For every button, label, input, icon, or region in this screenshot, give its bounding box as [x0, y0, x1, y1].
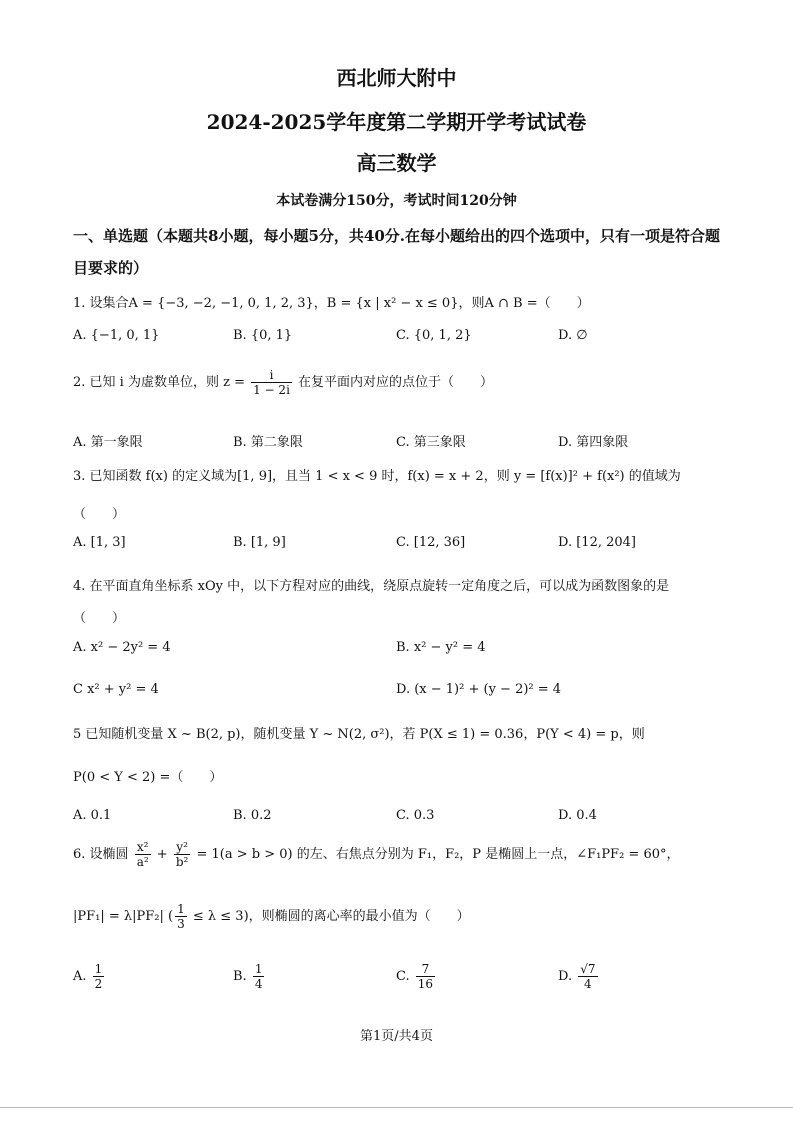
q6-cont-pre: |PF₁| = λ|PF₂| — [73, 909, 164, 924]
question-3-stem-cont: （ ） — [73, 507, 126, 522]
school-name: 西北师大附中 — [336, 66, 457, 90]
q6-cont-frac-num: 1 — [177, 902, 185, 916]
q4-option-c: C x² + y² = 4 — [73, 682, 159, 697]
q2-option-c: C. 第三象限 — [396, 435, 466, 450]
q2-fraction — [251, 368, 292, 397]
page-footer: 第1页/共4页 — [360, 1029, 433, 1044]
q1-option-b: B. {0, 1} — [233, 328, 293, 343]
exam-title: 2024-2025学年度第二学期开学考试试卷 — [206, 110, 587, 134]
q6-op: + — [156, 847, 168, 862]
question-4-stem-cont: （ ） — [73, 611, 126, 626]
q5-option-d: D. 0.4 — [558, 808, 597, 823]
question-2-stem — [73, 368, 493, 397]
q2-option-d: D. 第四象限 — [558, 435, 629, 450]
question-5-stem: 5 已知随机变量 X ~ B(2, p)，随机变量 Y ~ N(2, σ²)，若 P(X ≤ 1) = 0.36，P(Y < 4) = p，则 — [73, 727, 645, 742]
q6-cont-frac-den: 3 — [177, 917, 185, 931]
q6-fraction-x — [135, 840, 151, 869]
q4-option-a: A. x² − 2y² = 4 — [73, 640, 171, 655]
q6-frac1-num: x² — [135, 840, 151, 855]
question-6-stem — [73, 840, 680, 869]
q6-option-d: D. $\frac{√7}{4}$ — [558, 962, 596, 991]
q6-cont-fraction — [175, 902, 187, 931]
q4-option-b: B. x² − y² = 4 — [396, 640, 486, 655]
q2-stem-post: 在复平面内对应的点位于（ ） — [298, 375, 494, 390]
q2-option-b: B. 第二象限 — [233, 435, 303, 450]
q6-fraction-y — [174, 840, 191, 869]
q3-option-b: B. [1, 9] — [233, 535, 286, 550]
q2-option-a: A. 第一象限 — [73, 435, 143, 450]
q5-option-c: C. 0.3 — [396, 808, 435, 823]
q1-option-c: C. {0, 1, 2} — [396, 328, 472, 343]
question-4-stem: 4. 在平面直角坐标系 xOy 中，以下方程对应的曲线，绕原点旋转一定角度之后，可以成为函数图象的是 — [73, 579, 670, 594]
q6-stem-pre: 6. 设椭圆 — [73, 847, 129, 862]
q2-frac-den: 1 − 2i — [253, 383, 290, 397]
exam-info: 本试卷满分150分，考试时间120分钟 — [276, 193, 517, 209]
q5-option-b: B. 0.2 — [233, 808, 272, 823]
subject-title: 高三数学 — [356, 151, 437, 175]
q1-option-a: A. {−1, 0, 1} — [73, 328, 160, 343]
section-heading: 一、单选题（本题共8小题，每小题5分，共40分.在每小题给出的四个选项中，只有一项是符合题目要求的） — [73, 227, 720, 277]
q6-option-b: B. $\frac{1}{4}$ — [233, 962, 263, 991]
q6-frac1-den: a² — [136, 855, 149, 869]
q2-stem-pre: 2. 已知 i 为虚数单位，则 z = — [73, 375, 245, 390]
q3-option-d: D. [12, 204] — [558, 535, 636, 550]
q6-frac2-den: b² — [175, 855, 189, 869]
q6-option-a: A. $\frac{1}{2}$ — [73, 962, 103, 991]
q5-option-a: A. 0.1 — [73, 808, 112, 823]
question-3-stem: 3. 已知函数 f(x) 的定义域为[1, 9]，且当 1 < x < 9 时，f(x) = x + 2，则 y = [f(x)]² + f(x²) 的值域为 — [73, 469, 681, 484]
question-5-stem-cont: P(0 < Y < 2) =（ ） — [73, 770, 223, 785]
q6-option-c: C. $\frac{7}{16}$ — [396, 962, 434, 991]
bottom-divider — [0, 1107, 793, 1108]
q6-stem-post: = 1(a > b > 0) 的左、右焦点分别为 F₁，F₂，P 是椭圆上一点，∠F₁PF₂ = 60°， — [196, 847, 680, 862]
q6-cont-post: ≤ λ ≤ 3)，则椭圆的离心率的最小值为（ ） — [192, 909, 470, 924]
q6-frac2-num: y² — [174, 840, 191, 855]
q3-option-c: C. [12, 36] — [396, 535, 466, 550]
q2-frac-num: i — [251, 368, 292, 383]
q4-option-d: D. (x − 1)² + (y − 2)² = 4 — [396, 682, 562, 697]
q3-option-a: A. [1, 3] — [73, 535, 126, 550]
question-1-stem: 1. 设集合A = {−3, −2, −1, 0, 1, 2, 3}，B = {x | x² − x ≤ 0}，则A ∩ B =（ ） — [73, 296, 590, 311]
question-6-stem-cont: |PF₁| = λ|PF₂| ( $\frac{1}{3}$ ≤ λ ≤ 3)，则椭圆的离心率的最小值为（ ） — [73, 902, 470, 931]
q1-option-d: D. ∅ — [558, 328, 588, 343]
